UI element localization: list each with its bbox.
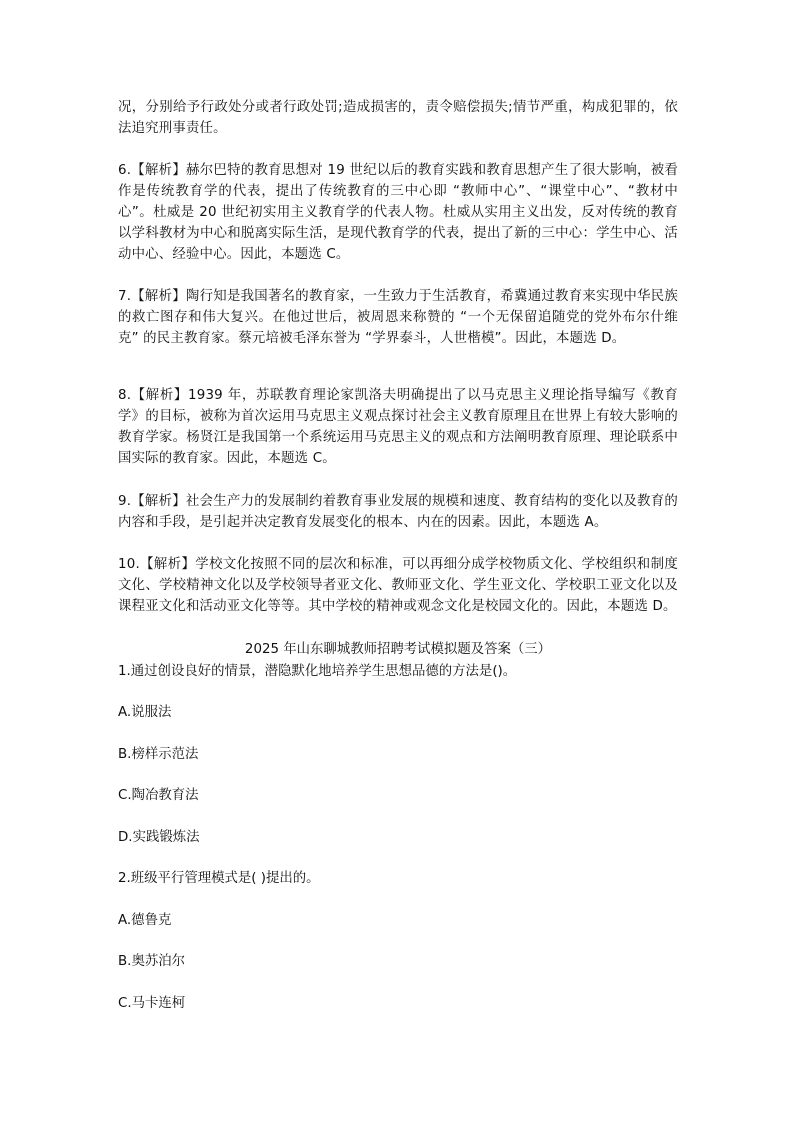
question-2-option-b: B.奥苏泊尔 [118,954,186,969]
question-1-option-c: C.陶冶教育法 [118,788,199,803]
question-1-option-d: D.实践锻炼法 [118,830,200,845]
question-2-option-c: C.马卡连柯 [118,996,186,1011]
question-2: 2.班级平行管理模式是( )提出的。 [118,871,320,886]
answer-paragraph-8: 8.【解析】1939 年，苏联教育理论家凯洛夫明确提出了以马克思主义理论指导编写《教育学》的目标，被称为首次运用马克思主义观点探讨社会主义教育原理且在世界上有较大影响的教育学家。杨贤江是我国第一个系统运用马克思主义的观点和方法阐明教育原理、理论联系中国实际的教育家。因此，本题选 C。 [118,388,678,466]
question-2-option-a: A.德鲁克 [118,913,172,928]
answer-paragraph-10: 10.【解析】学校文化按照不同的层次和标准，可以再细分成学校物质文化、学校组织和制度文化、学校精神文化以及学校领导者亚文化、教师亚文化、学生亚文化、学校职工亚文化以及课程亚文化和活动亚文化等等。其中学校的精神或观念文化是校园文化的。因此，本题选 D。 [118,557,678,614]
question-1-option-a: A.说服法 [118,705,172,720]
answer-paragraph-9: 9.【解析】社会生产力的发展制约着教育事业发展的规模和速度、教育结构的变化以及教育的内容和手段，是引起并决定教育发展变化的根本、内在的因素。因此，本题选 A。 [118,494,678,530]
answer-paragraph-7: 7.【解析】陶行知是我国著名的教育家，一生致力于生活教育，希冀通过教育来实现中华民族的救亡图存和伟大复兴。在他过世后，被周恩来称赞的 “一个无保留追随党的党外布尔什维克” 的民主教育家。蔡元培被毛泽东誉为 “学界泰斗，人世楷模”。因此，本题选 D。 [118,289,678,346]
section-title: 2025 年山东聊城教师招聘考试模拟题及答案（三） [244,642,552,657]
question-1: 1.通过创设良好的情景，潜隐默化地培养学生思想品德的方法是()。 [118,664,517,679]
answer-paragraph-5-tail: 况，分别给予行政处分或者行政处罚;造成损害的，责令赔偿损失;情节严重，构成犯罪的，依法追究刑事责任。 [118,100,678,136]
question-1-option-b: B.榜样示范法 [118,747,199,762]
answer-paragraph-6: 6.【解析】赫尔巴特的教育思想对 19 世纪以后的教育实践和教育思想产生了很大影响，被看作是传统教育学的代表，提出了传统教育的三中心即 “教师中心”、“课堂中心”、“教材中心”。杜威是 20 世纪初实用主义教育学的代表人物。杜威从实用主义出发，反对传统的教育以学科教材为中心和脱离实际生活，是现代教育学的代表，提出了新的三中心：学生中心、活动中心、经验中心。因此，本题选 C。 [118,163,678,262]
